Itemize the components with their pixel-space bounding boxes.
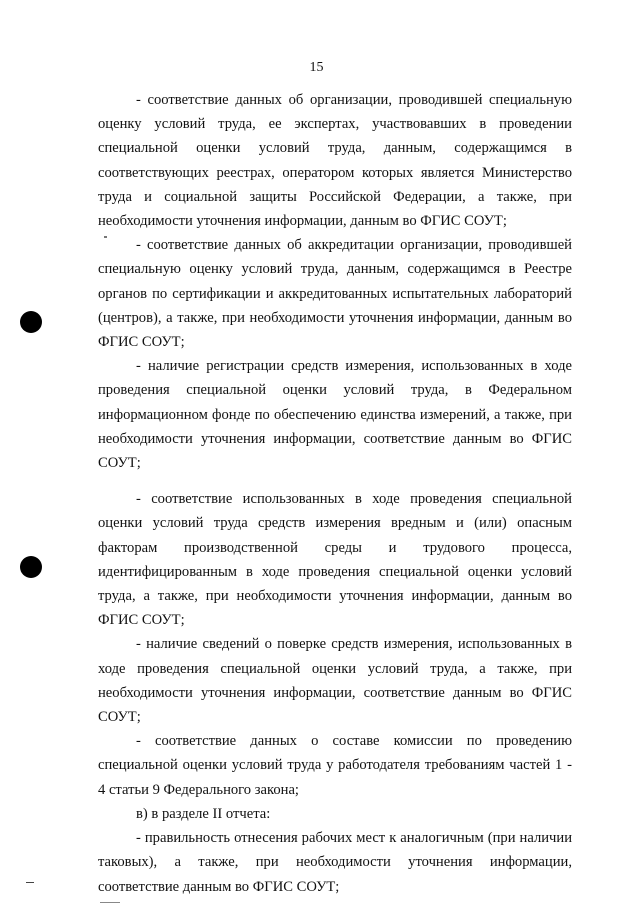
- scan-speck: [26, 882, 34, 883]
- paragraph-measurement-registration: - наличие регистрации средств измерения, использованных в ходе проведения специальной оценки условий труда, в Федеральном информационном фонде по обеспечению единства измерений, а также, при необходимости уточнения информации, соответствие данным во ФГИС СОУТ;: [98, 358, 572, 472]
- paragraph-measurement-factors: - соответствие использованных в ходе проведения специальной оценки условий труда средств измерения вредным и (или) опасным факторам производственной среды и трудового процесса, идентифицированным в ходе проведения специальной оценки условий труда, а также, при необходимости уточнения информации, данным во ФГИС СОУТ;: [98, 491, 572, 629]
- paragraph-verification-info: - наличие сведений о поверке средств измерения, использованных в ходе проведения специальной оценки условий труда, а также, при необходимости уточнения информации, соответствие данным во ФГИС СОУТ;: [98, 636, 572, 726]
- paragraph-commission-composition: - соответствие данных о составе комиссии по проведению специальной оценки условий труда у работодателя требованиям частей 1 - 4 статьи 9 Федерального закона;: [98, 733, 572, 798]
- punch-hole-mark: [20, 311, 42, 333]
- paragraph-similar-workplaces: - правильность отнесения рабочих мест к аналогичным (при наличии таковых), а также, при необходимости уточнения информации, соответствие данным во ФГИС СОУТ;: [98, 830, 572, 895]
- punch-hole-mark: [20, 556, 42, 578]
- paragraph-section-ii-heading: в) в разделе II отчета:: [136, 805, 271, 822]
- paragraph-organization-data: - соответствие данных об организации, проводившей специальную оценку условий труда, ее экспертах, участвовавших в проведении специальной оценки условий труда, данным, содержащимся в соответствующих реестрах, оператором которых является Министерство труда и социальной защиты Российской Федерации, а также, при необходимости уточнения информации, данным во ФГИС СОУТ;: [98, 92, 572, 230]
- paragraph-accreditation-data: - соответствие данных об аккредитации организации, проводившей специальную оценку условий труда, данным, содержащимся в Реестре органов по сертификации и аккредитованных испытательных лабораторий (центров), а также, при необходимости уточнения информации, данным во ФГИС СОУТ;: [98, 237, 572, 351]
- scan-speck: [104, 236, 107, 238]
- page-number: 15: [309, 60, 324, 75]
- scan-speck: [100, 902, 120, 903]
- document-body: [98, 88, 572, 899]
